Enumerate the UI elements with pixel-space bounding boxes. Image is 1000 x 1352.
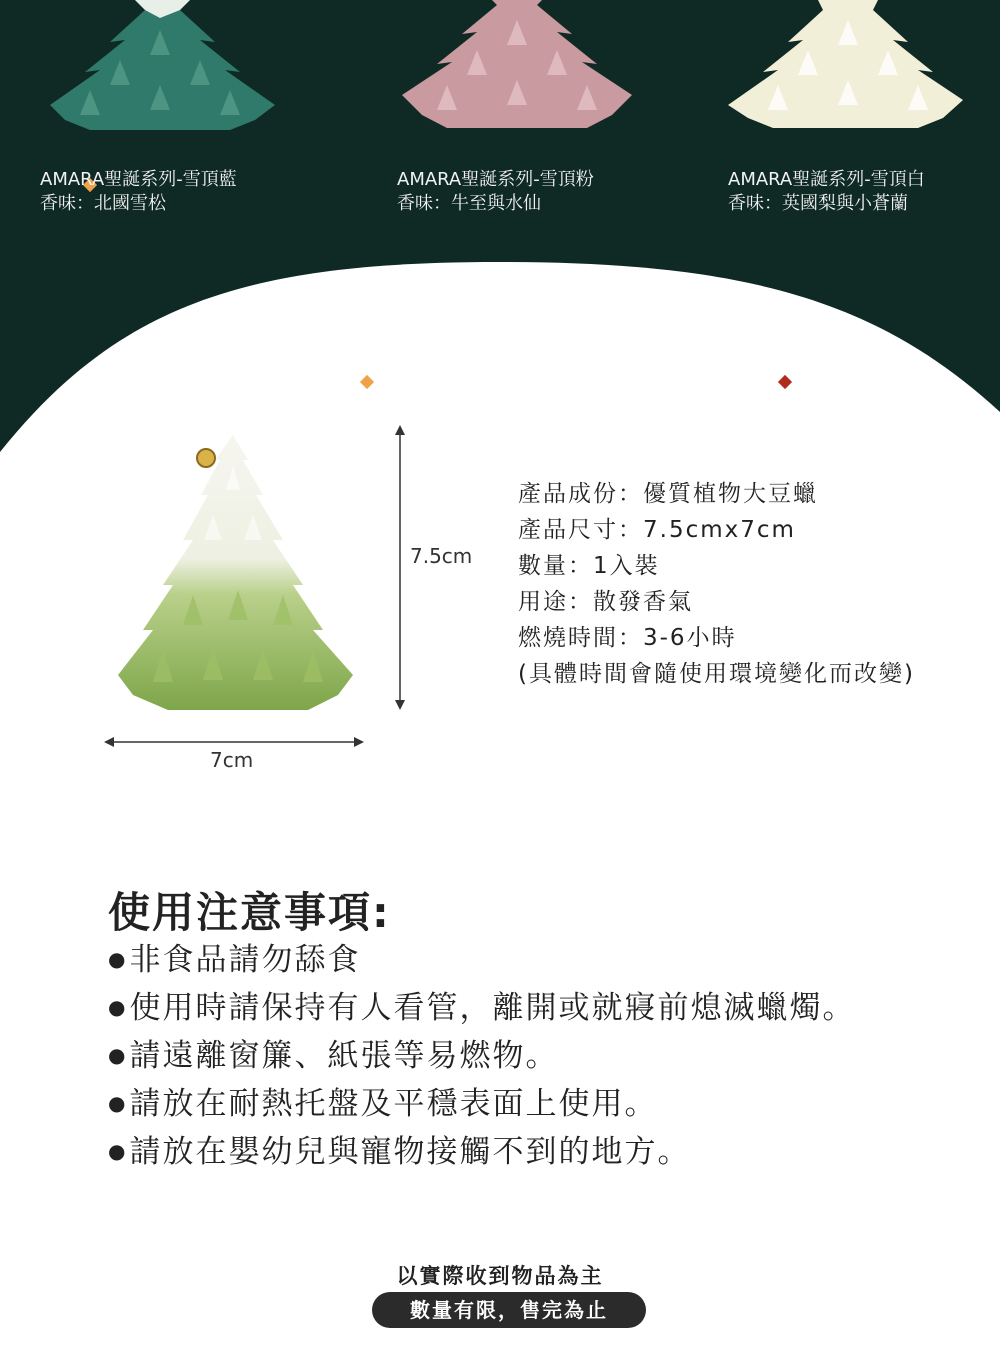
variant-scent: 香味：英國梨與小蒼蘭	[728, 193, 908, 214]
candle-image-blue	[40, 0, 280, 135]
notice-item: ● 使用時請保持有人看管，離開或就寢前熄滅蠟燭。	[108, 986, 855, 1034]
candle-image-pink	[397, 0, 637, 135]
variant-text-blue	[40, 168, 237, 216]
variant-text-white	[728, 168, 925, 216]
notice-list	[108, 938, 855, 1178]
notice-item: ● 請放在嬰幼兒與寵物接觸不到的地方。	[108, 1130, 855, 1178]
variant-name: AMARA聖誕系列-雪頂白	[728, 169, 925, 190]
spec-burn-time: 燃燒時間：3-6小時	[518, 625, 737, 651]
notice-item: ● 請放在耐熱托盤及平穩表面上使用。	[108, 1082, 855, 1130]
spec-ingredient: 產品成份：優質植物大豆蠟	[518, 481, 818, 507]
height-label: 7.5cm	[410, 544, 473, 568]
width-label: 7cm	[210, 748, 254, 772]
variant-name: AMARA聖誕系列-雪頂藍	[40, 169, 237, 190]
notice-item: ● 非食品請勿舔食	[108, 938, 855, 986]
variant-scent: 香味：北國雪松	[40, 193, 166, 214]
limited-quantity-badge: 數量有限，售完為止	[372, 1292, 646, 1328]
notice-title: 使用注意事項:	[108, 888, 391, 937]
variant-scent: 香味：牛至與水仙	[397, 193, 541, 214]
variant-text-pink	[397, 168, 594, 216]
footer-note: 以實際收到物品為主	[396, 1264, 604, 1288]
tree-candle-image	[108, 420, 368, 720]
spec-quantity: 數量：1入裝	[518, 553, 660, 579]
spec-size: 產品尺寸：7.5cmx7cm	[518, 517, 796, 543]
height-dimension-arrow	[390, 425, 410, 710]
spec-burn-note: (具體時間會隨使用環境變化而改變)	[518, 661, 915, 687]
product-spec-list	[518, 476, 915, 692]
notice-item: ● 請遠離窗簾、紙張等易燃物。	[108, 1034, 855, 1082]
variant-name: AMARA聖誕系列-雪頂粉	[397, 169, 594, 190]
spec-usage: 用途：散發香氣	[518, 589, 693, 615]
candle-image-white	[728, 0, 968, 135]
